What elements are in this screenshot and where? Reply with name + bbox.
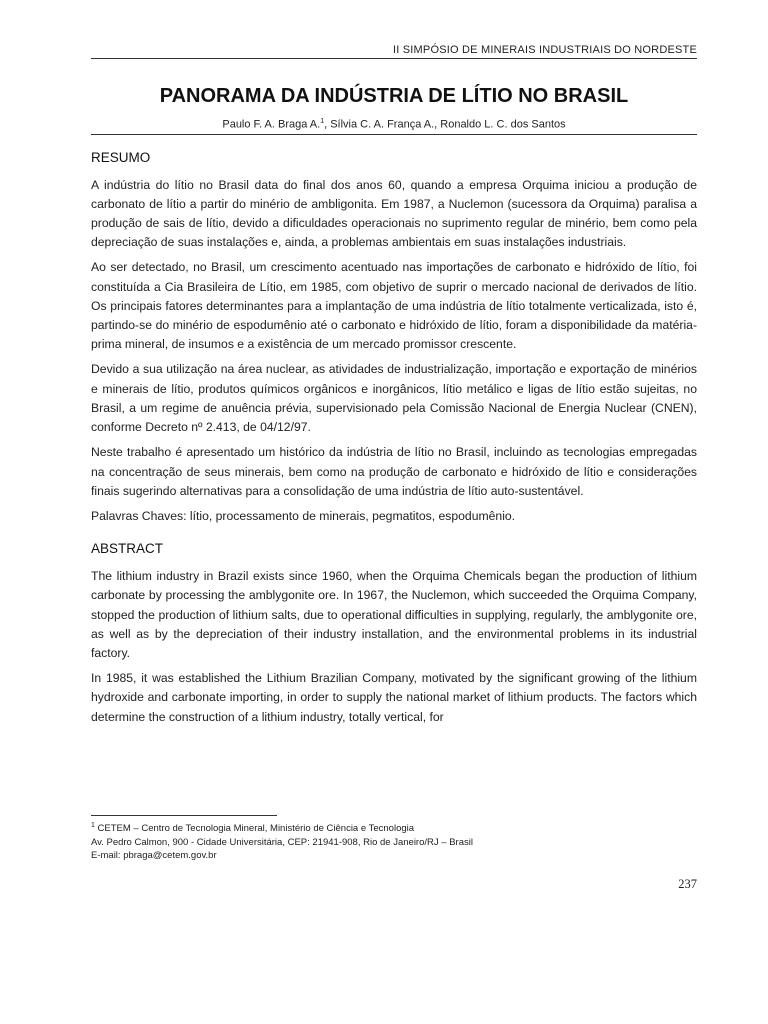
other-authors: , Sílvia C. A. França A., Ronaldo L. C. dos Santos — [324, 118, 566, 131]
footnote-divider — [91, 815, 277, 816]
footnote-affiliation — [91, 819, 697, 836]
footnote — [91, 819, 697, 863]
footnote-address: Av. Pedro Calmon, 900 - Cidade Universitária, CEP: 21941-908, Rio de Janeiro/RJ – Brasil — [91, 836, 473, 848]
author-footnote-mark: 1 — [320, 118, 325, 125]
resumo-paragraph: Devido a sua utilização na área nuclear, as atividades de industrialização, importação e exportação de minérios e minerais de lítio, produtos químicos orgânicos e inorgânicos, lítio metálico e ligas de lítio estão sujeitas, no Brasil, a um regime de anuência prévia, supervisionado pela Comissão Nacional de Energia Nuclear (CNEN), conforme Decreto nº 2.413, de 04/12/97. — [91, 362, 697, 435]
first-author: Paulo F. A. Braga A. — [222, 118, 321, 131]
author-line — [91, 118, 697, 135]
page-number: 237 — [678, 877, 697, 891]
resumo-paragraph: A indústria do lítio no Brasil data do final dos anos 60, quando a empresa Orquima iniciou a produção de carbonato de lítio a partir do minério de ambligonita. Em 1987, a Nuclemon (sucessora da Orquima) paralisa a produção de sais de lítio, devido a dificuldades operacionais no suprimento regular de minério, bem como pela depreciação de suas instalações e, ainda, a problemas ambientais em suas instalações industriais. — [91, 177, 697, 250]
page — [91, 0, 697, 891]
resumo-paragraph: Neste trabalho é apresentado um histórico da indústria de lítio no Brasil, incluindo as tecnologias empregadas na concentração de seus minerais, bem como na produção de carbonato e hidróxido de lítio e considerações finais sugerindo alternativas para a consolidação de uma indústria de lítio auto-sustentável. — [91, 445, 697, 498]
footnote-email: E-mail: pbraga@cetem.gov.br — [91, 850, 217, 862]
footnote-mark: 1 — [91, 822, 95, 829]
keywords: Palavras Chaves: lítio, processamento de minerais, pegmatitos, espodumênio. — [91, 508, 516, 523]
resumo-heading: RESUMO — [91, 149, 151, 165]
paper-title: PANORAMA DA INDÚSTRIA DE LÍTIO NO BRASIL — [159, 85, 629, 107]
resumo-paragraph: Ao ser detectado, no Brasil, um crescimento acentuado nas importações de carbonato e hidróxido de lítio, foi constituída a Cia Brasileira de Lítio, em 1985, com objetivo de suprir o mercado nacional de derivados de lítio. Os principais fatores determinantes para a implantação de uma indústria de lítio totalmente verticalizada, isto é, partindo-se do minério de espodumênio até o carbonato e hidróxido de lítio, foram a disponibilidade da matéria-prima mineral, de insumos e a existência de um mercado promissor crescente. — [91, 260, 697, 352]
abstract-paragraph: In 1985, it was established the Lithium Brazilian Company, motivated by the significant growing of the lithium hydroxide and carbonate importing, in order to supply the national market of lithium products. The factors which determine the construction of a lithium industry, totally vertical, for — [91, 671, 697, 724]
footnote-affiliation-text: CETEM – Centro de Tecnologia Mineral, Ministério de Ciência e Tecnologia — [94, 823, 415, 835]
running-header: II SIMPÓSIO DE MINERAIS INDUSTRIAIS DO NORDESTE — [91, 44, 697, 59]
abstract-heading: ABSTRACT — [91, 541, 164, 557]
abstract-paragraph: The lithium industry in Brazil exists since 1960, when the Orquima Chemicals began the production of lithium carbonate by processing the amblygonite ore. In 1967, the Nuclemon, which succeeded the Orquima Company, stopped the production of lithium salts, due to operational difficulties in supplying, regularly, the amblygonite ore, as well as by the depreciation of their industry installation, and the environmental problems in its industrial factory. — [91, 569, 697, 660]
